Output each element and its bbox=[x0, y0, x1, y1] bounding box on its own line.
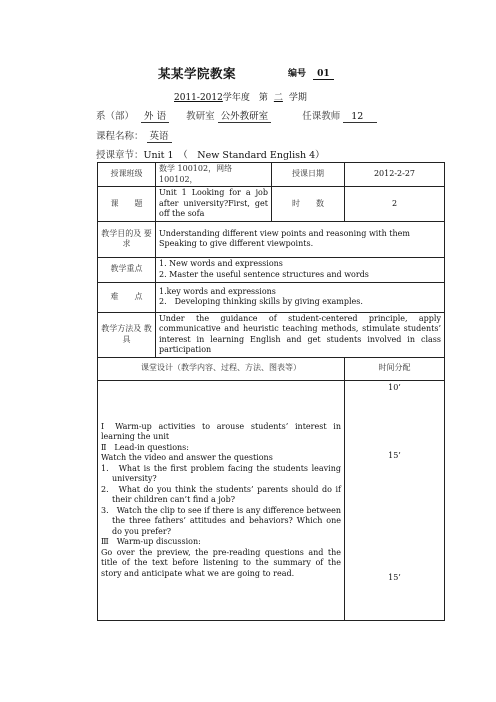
time-allocation bbox=[345, 380, 445, 620]
teacher-label: 任课教师 bbox=[302, 111, 341, 122]
design-paragraph: Ⅱ Lead-in questions: bbox=[101, 442, 189, 452]
year-text: 学年度 第 bbox=[222, 93, 268, 103]
time-label: 时间分配 bbox=[345, 357, 445, 380]
design-paragraph: Watch the video and answer the questions bbox=[101, 453, 273, 463]
serial-number bbox=[288, 66, 334, 80]
class-value: 数学 100102，网络 100102， bbox=[156, 163, 272, 187]
goal-content bbox=[156, 221, 445, 257]
focus-line: 2. Master the useful sentence structures and words bbox=[159, 269, 369, 279]
class-label: 授课班级 bbox=[98, 163, 156, 187]
hours-label: 时 数 bbox=[272, 187, 345, 222]
method-label: 教学方法及 教 具 bbox=[98, 312, 156, 357]
time-value: 10’ bbox=[388, 382, 401, 392]
date-value: 2012-2-27 bbox=[345, 163, 445, 187]
goal-line: Speaking to give different viewpoints. bbox=[159, 239, 314, 248]
focus-line: 1. New words and expressions bbox=[159, 259, 283, 268]
design-body-row bbox=[98, 380, 445, 620]
class-row bbox=[98, 163, 445, 187]
chapter-label: 授课章节： bbox=[96, 150, 144, 161]
course-label: 课程名称： bbox=[96, 131, 144, 142]
difficulty-line: 2. Developing thinking skills by giving examples. bbox=[159, 297, 363, 306]
topic-row bbox=[98, 187, 445, 222]
design-header-row bbox=[98, 357, 445, 380]
method-row bbox=[98, 312, 445, 357]
topic-label: 课 题 bbox=[98, 187, 156, 222]
page-title: 某某学院教案 bbox=[158, 66, 237, 81]
chapter-value: Unit 1 （ New Standard English 4） bbox=[143, 150, 325, 161]
serial-value: 01 bbox=[313, 69, 334, 80]
focus-label: 教学重点 bbox=[98, 257, 156, 282]
office-value: 公外教研室 bbox=[218, 111, 272, 123]
term-value: 二 bbox=[273, 93, 283, 103]
time-value: 15’ bbox=[388, 572, 401, 582]
focus-content bbox=[156, 257, 445, 282]
lead-in-question: 1. What is the first problem facing the students leaving university? bbox=[101, 463, 341, 484]
design-paragraph: Ⅰ Warm-up activities to arouse students’ interest in learning the unit bbox=[101, 421, 341, 442]
time-value: 15’ bbox=[388, 450, 401, 460]
design-content bbox=[98, 380, 345, 620]
design-label: 课堂设计（教学内容、过程、方法、图表等） bbox=[98, 357, 345, 380]
lesson-plan-table bbox=[97, 162, 445, 621]
department-line bbox=[96, 108, 377, 122]
difficulty-content bbox=[156, 282, 445, 312]
serial-label: 编号 bbox=[288, 69, 307, 79]
design-paragraph: Ⅲ Warm-up discussion: bbox=[101, 537, 201, 547]
dept-value: 外 语 bbox=[141, 111, 169, 123]
hours-value: 2 bbox=[345, 187, 445, 222]
course-line bbox=[96, 128, 172, 142]
difficulty-label: 难 点 bbox=[98, 282, 156, 312]
lead-in-question: 2. What do you think the students’ parents should do if their children can’t find a job? bbox=[101, 484, 341, 505]
lead-in-question: 3. Watch the clip to see if there is any difference between the three fathers’ attitudes and behaviors? Which one do you prefer? bbox=[101, 505, 341, 536]
difficulty-row bbox=[98, 282, 445, 312]
method-content: Under the guidance of student-centered principle, apply communicative and heuristic teaching methods, stimulate students’ interest in learning English and get students involved in class participation bbox=[156, 312, 445, 357]
goal-label: 教学目的及 要 求 bbox=[98, 221, 156, 257]
focus-row bbox=[98, 257, 445, 282]
difficulty-line: 1.key words and expressions bbox=[159, 286, 276, 296]
year-range: 2011-2012 bbox=[174, 93, 223, 103]
chapter-line bbox=[96, 147, 325, 161]
teacher-value: 12 bbox=[343, 111, 377, 123]
topic-value: Unit 1 Looking for a job after university?First, get off the sofa bbox=[156, 187, 272, 222]
dept-label: 系（部） bbox=[96, 111, 135, 122]
date-label: 授课日期 bbox=[272, 163, 345, 187]
goal-row bbox=[98, 221, 445, 257]
design-paragraph: Go over the preview, the pre-reading questions and the title of the text before listening to the summary of the story and anticipate what we are going to read. bbox=[101, 547, 341, 578]
term-suffix: 学期 bbox=[288, 93, 307, 103]
office-label: 教研室 bbox=[186, 111, 215, 122]
course-value: 英语 bbox=[147, 131, 172, 143]
goal-line: Understanding different view points and reasoning with them bbox=[159, 228, 410, 238]
academic-year-line bbox=[174, 90, 307, 103]
